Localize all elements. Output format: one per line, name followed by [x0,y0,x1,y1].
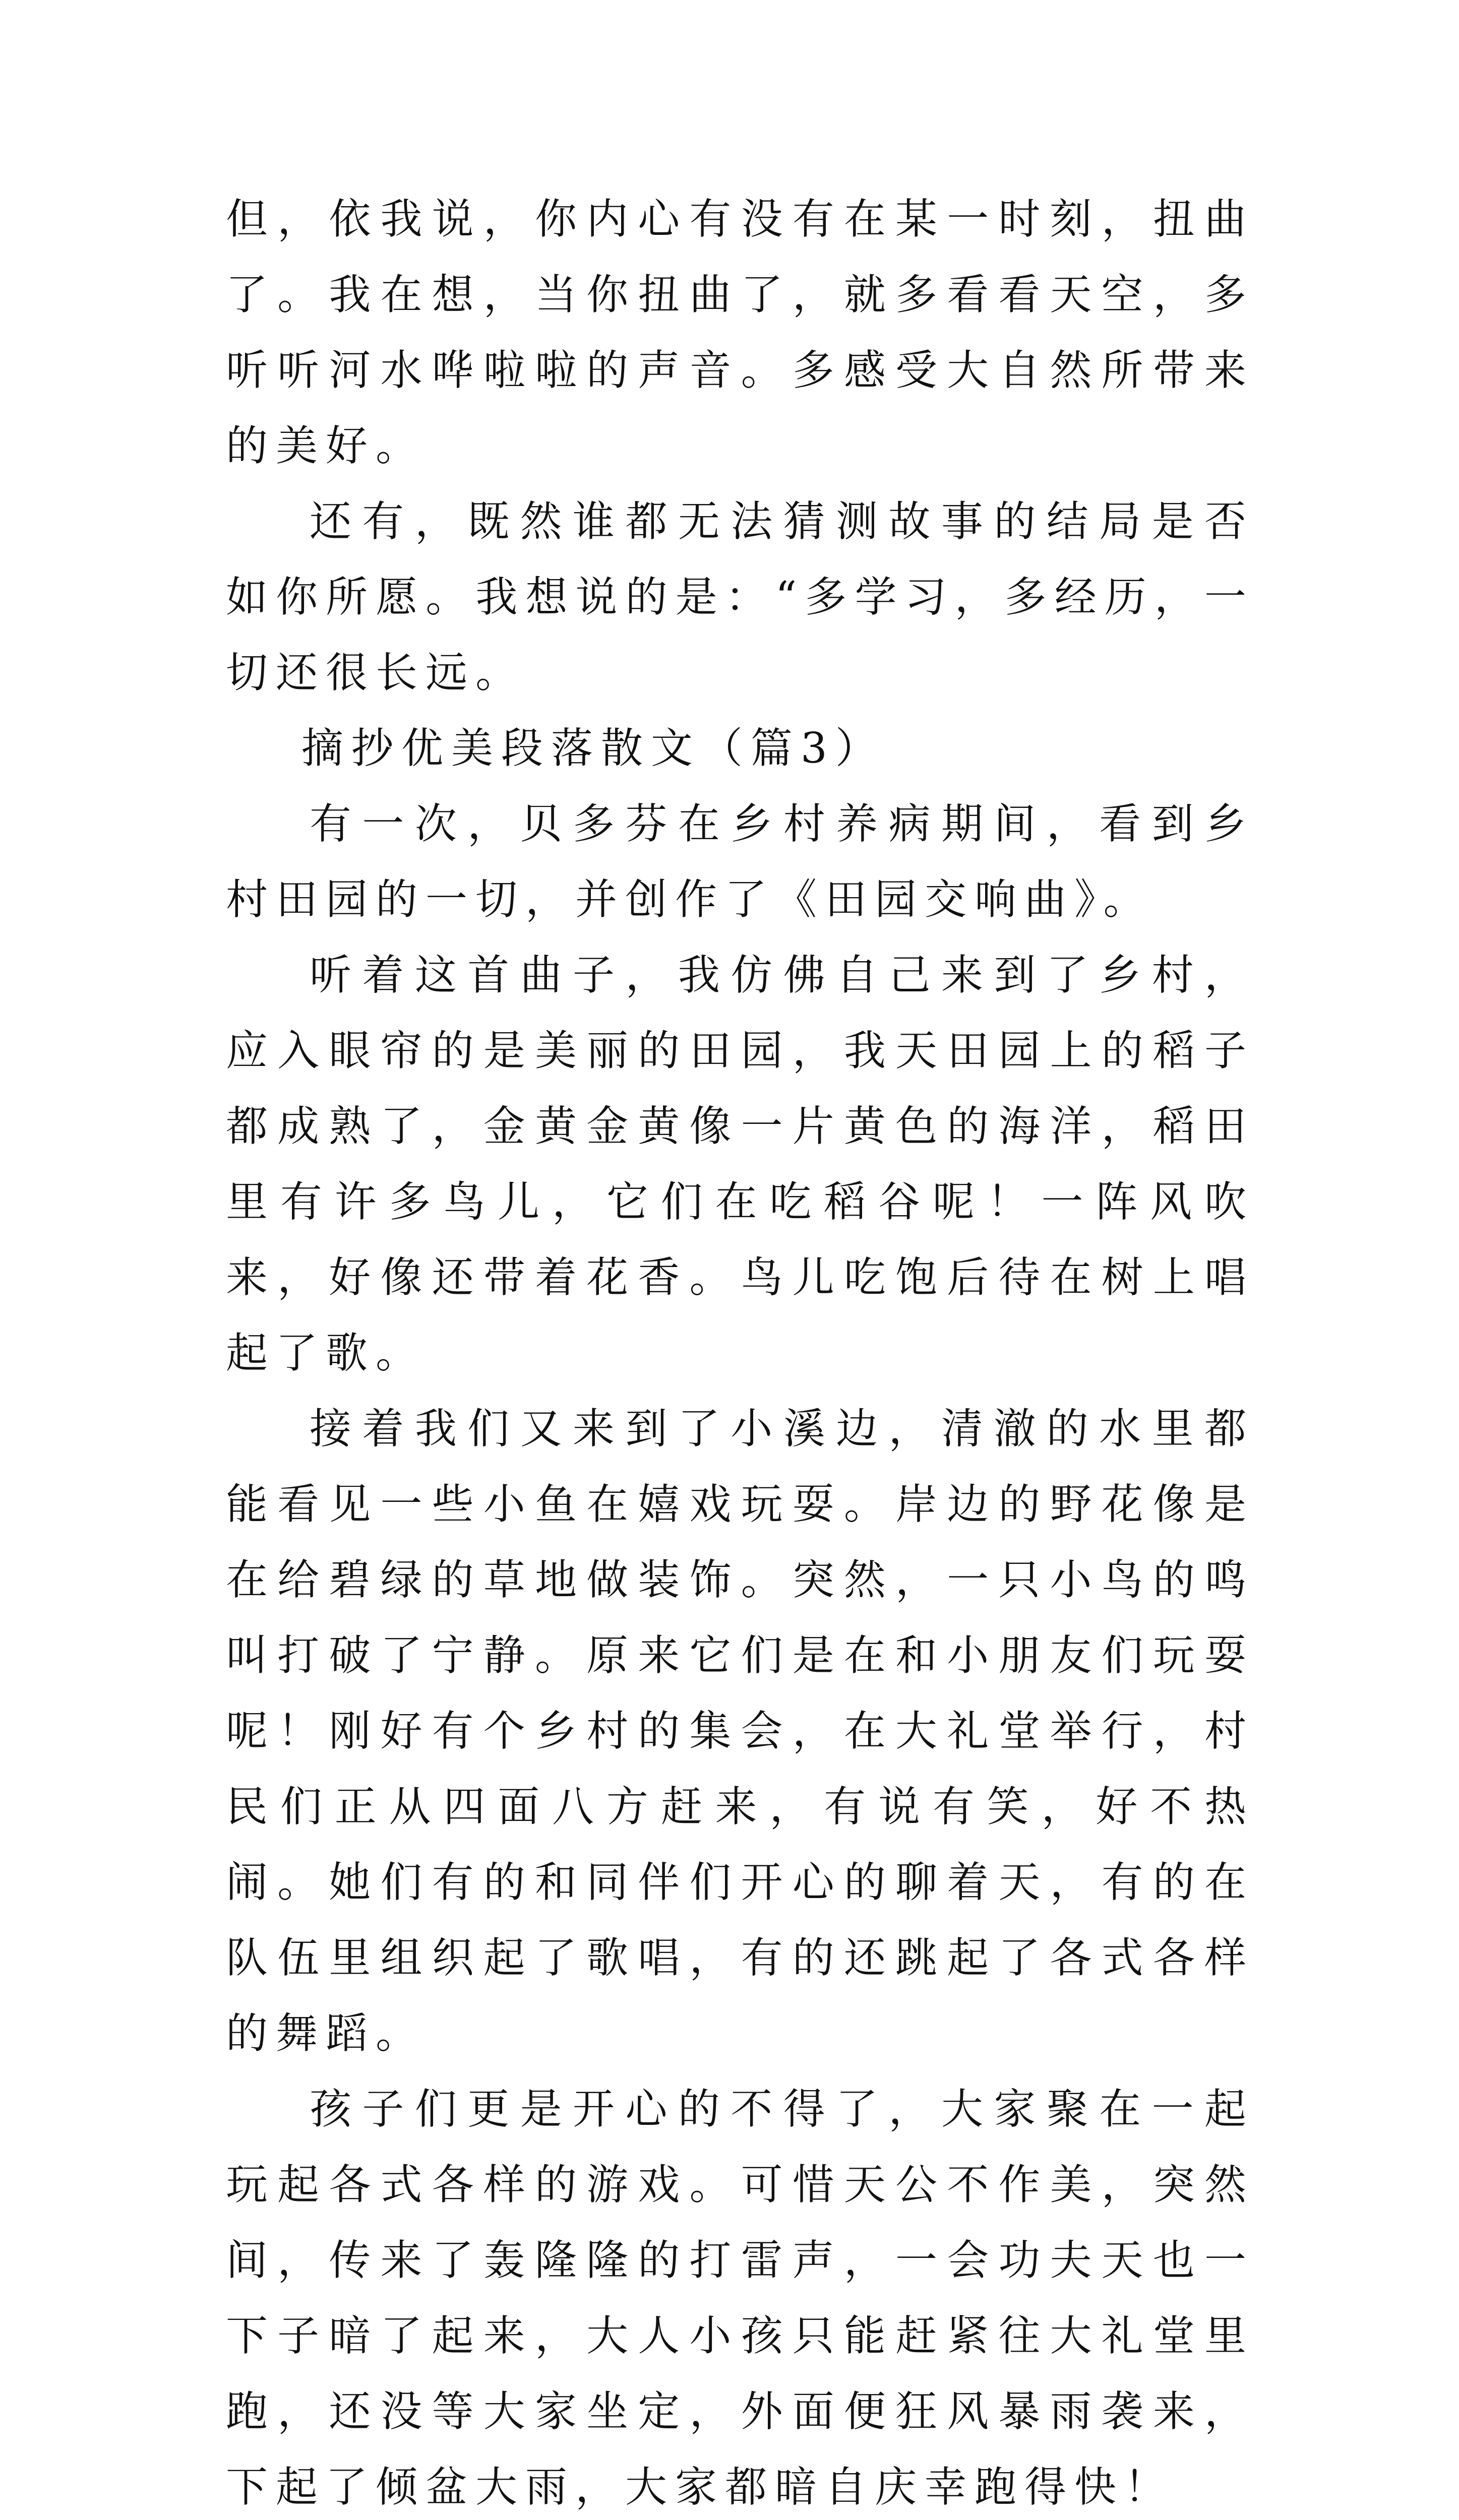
document-body [226,181,1254,2520]
paragraph-4: 听着这首曲子，我仿佛自己来到了乡村，应入眼帘的是美丽的田园，我天田园上的稻子都成熟了，金黄金黄像一片黄色的海洋，稻田里有许多鸟儿，它们在吃稻谷呢！一阵风吹来，好像还带着花香。鸟儿吃饱后待在树上唱起了歌。 [226,951,1254,1377]
paragraph-3: 有一次，贝多芬在乡村养病期间，看到乡村田园的一切，并创作了《田园交响曲》。 [226,799,1254,924]
paragraph-2: 还有，既然谁都无法猜测故事的结局是否如你所愿。我想说的是：“多学习，多经历，一切还很长远。 [226,497,1254,697]
paragraph-1: 但，依我说，你内心有没有在某一时刻，扭曲了。我在想，当你扭曲了，就多看看天空，多听听河水哗啦啦的声音。多感受大自然所带来的美好。 [226,195,1254,470]
paragraph-6: 孩子们更是开心的不得了，大家聚在一起玩起各式各样的游戏。可惜天公不作美，突然间，传来了轰隆隆的打雷声，一会功夫天也一下子暗了起来，大人小孩只能赶紧往大礼堂里跑，还没等大家坐定，外面便狂风暴雨袭来，下起了倾盆大雨，大家都暗自庆幸跑得快！ [226,2085,1254,2511]
section-heading: 摘抄优美段落散文（篇3） [301,724,885,773]
paragraph-5: 接着我们又来到了小溪边，清澈的水里都能看见一些小鱼在嬉戏玩耍。岸边的野花像是在给碧绿的草地做装饰。突然，一只小鸟的鸣叫打破了宁静。原来它们是在和小朋友们玩耍呢！刚好有个乡村的集会，在大礼堂举行，村民们正从四面八方赶来，有说有笑，好不热闹。她们有的和同伴们开心的聊着天，有的在队伍里组织起了歌唱，有的还跳起了各式各样的舞蹈。 [226,1404,1254,2058]
